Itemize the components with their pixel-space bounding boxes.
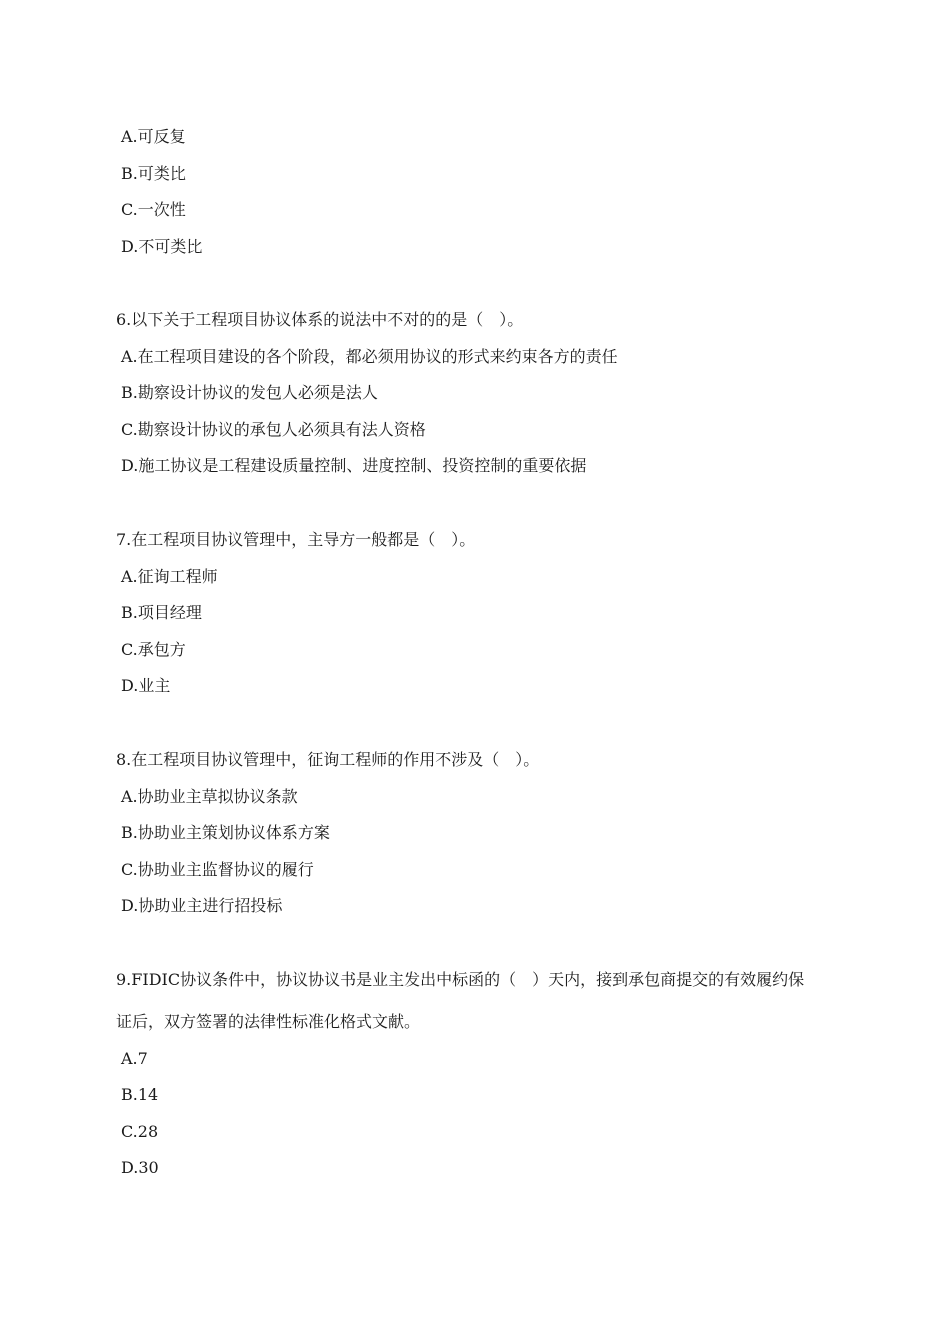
- q7-option-c: C.承包方: [121, 640, 186, 659]
- q6-option-c: C.勘察设计协议的承包人必须具有法人资格: [121, 420, 426, 439]
- q6-stem: 6.以下关于工程项目协议体系的说法中不对的的是（ ）。: [116, 310, 524, 329]
- q6-option-b: B.勘察设计协议的发包人必须是法人: [121, 383, 378, 402]
- q9-option-d: D.30: [121, 1158, 159, 1177]
- q9-stem-line1: 9.FIDIC协议条件中，协议协议书是业主发出中标函的（ ）天内，接到承包商提交的有效履约保: [116, 970, 805, 989]
- q8-option-d: D.协助业主进行招投标: [121, 896, 283, 915]
- q5-option-d: D.不可类比: [121, 237, 203, 256]
- q6-option-a: A.在工程项目建设的各个阶段，都必须用协议的形式来约束各方的责任: [121, 347, 618, 366]
- q9-option-b: B.14: [121, 1085, 159, 1104]
- q5-option-a: A.可反复: [121, 127, 186, 146]
- q9-stem-line2: 证后，双方签署的法律性标准化格式文献。: [116, 1012, 421, 1031]
- q5-option-c: C.一次性: [121, 200, 186, 219]
- q9-option-a: A.7: [121, 1049, 148, 1068]
- q7-option-b: B.项目经理: [121, 603, 202, 622]
- q8-stem: 8.在工程项目协议管理中，征询工程师的作用不涉及（ ）。: [116, 750, 540, 769]
- q7-option-a: A.征询工程师: [121, 567, 218, 586]
- q7-option-d: D.业主: [121, 676, 171, 695]
- q6-option-d: D.施工协议是工程建设质量控制、进度控制、投资控制的重要依据: [121, 456, 587, 475]
- q5-option-b: B.可类比: [121, 164, 186, 183]
- q8-option-b: B.协助业主策划协议体系方案: [121, 823, 330, 842]
- q7-stem: 7.在工程项目协议管理中，主导方一般都是（ ）。: [116, 530, 476, 549]
- q8-option-a: A.协助业主草拟协议条款: [121, 787, 298, 806]
- q9-option-c: C.28: [121, 1122, 159, 1141]
- q8-option-c: C.协助业主监督协议的履行: [121, 860, 314, 879]
